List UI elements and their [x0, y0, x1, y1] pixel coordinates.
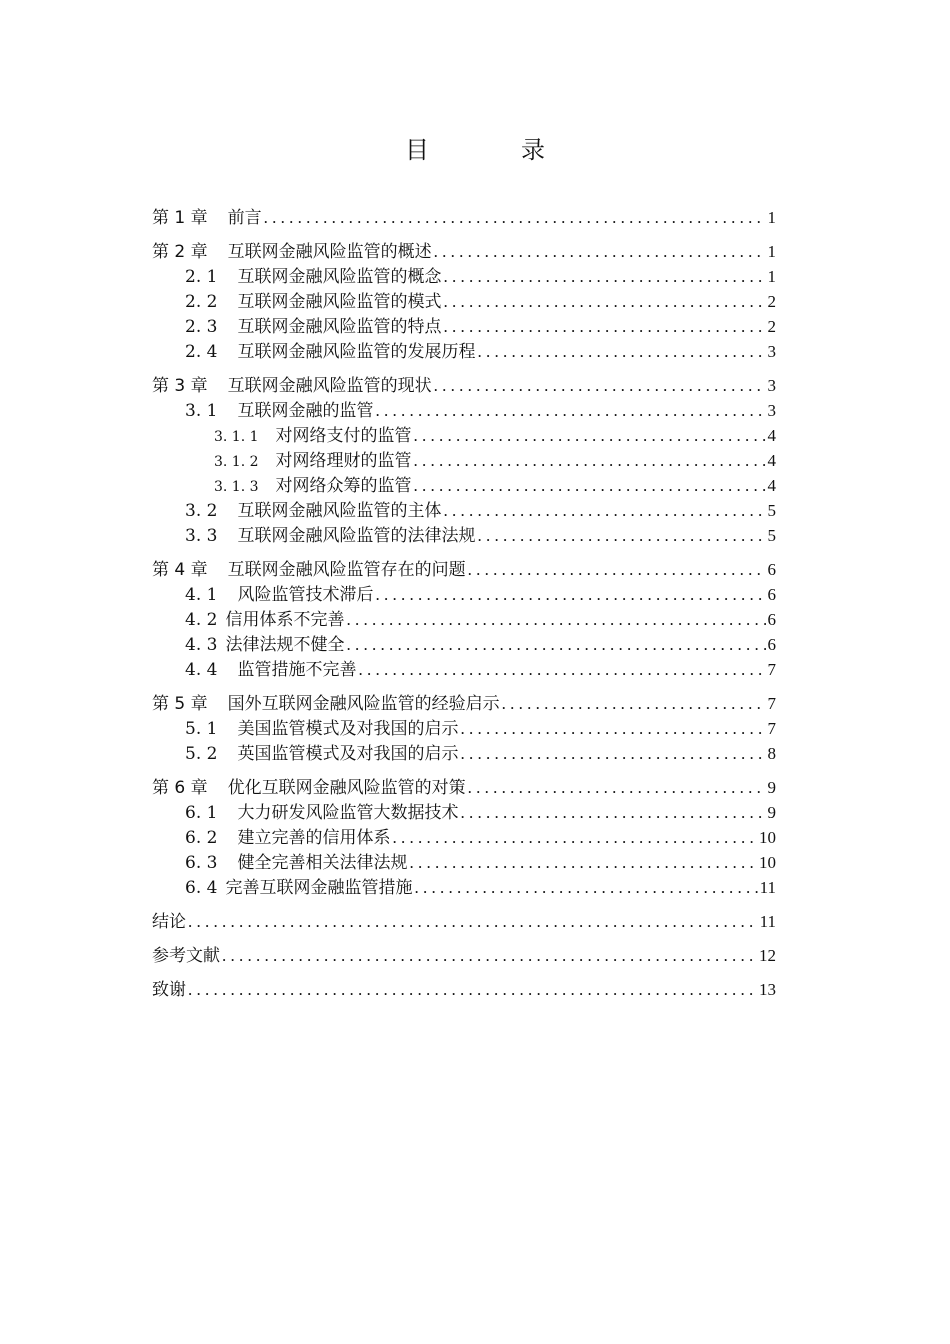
toc-entry-title: 信用体系不完善	[225, 610, 345, 630]
toc-dot-leader	[443, 314, 765, 339]
toc-entry-page-number: 8	[767, 744, 776, 763]
toc-dot-leader	[414, 875, 757, 900]
toc-entry-page-number: 3	[767, 342, 776, 361]
toc-entry-number: 3. 2	[185, 501, 218, 521]
toc-entry-page-number: 3	[767, 401, 776, 420]
toc-entry-page-number: 5	[767, 526, 776, 545]
toc-entry-number: 4. 4	[185, 660, 218, 680]
toc-dot-leader	[477, 339, 765, 364]
toc-entry-number: 第 4 章	[152, 560, 208, 580]
toc-dot-leader	[460, 716, 765, 741]
toc-entry-title: 前言	[227, 208, 262, 228]
toc-entry-page-number: 6	[767, 560, 776, 579]
toc-entry[interactable]	[152, 825, 776, 850]
toc-entry-page-number: 5	[767, 501, 776, 520]
toc-entry-page-number: 1	[767, 208, 776, 227]
toc-entry-number: 3. 3	[185, 526, 218, 546]
toc-entry-number: 5. 1	[185, 719, 218, 739]
toc-entry-title: 互联网金融风险监管的概述	[227, 242, 432, 262]
toc-entry-number: 2. 1	[185, 267, 218, 287]
toc-entry[interactable]	[152, 775, 776, 800]
toc-entry-page-number: 6	[767, 635, 776, 654]
toc-entry[interactable]	[152, 205, 776, 230]
toc-entry-title: 参考文献	[152, 946, 220, 966]
toc-title: 目 录	[405, 136, 579, 164]
toc-entry-number: 4. 2	[185, 610, 218, 630]
toc-entry-number: 6. 4	[185, 878, 218, 898]
toc-entry-title: 互联网金融风险监管的法律法规	[237, 526, 476, 546]
toc-entry-title: 法律法规不健全	[225, 635, 345, 655]
toc-entry-page-number: 6	[767, 610, 776, 629]
toc-dot-leader	[443, 289, 765, 314]
toc-entry-title: 英国监管模式及对我国的启示	[237, 744, 459, 764]
toc-entry-title: 美国监管模式及对我国的启示	[237, 719, 459, 739]
toc-entry[interactable]	[152, 977, 776, 1002]
toc-dot-leader	[468, 557, 766, 582]
toc-entry-number: 第 6 章	[152, 778, 208, 798]
toc-entry-page-number: 7	[767, 660, 776, 679]
table-of-contents	[152, 205, 776, 1002]
toc-entry[interactable]	[152, 373, 776, 398]
toc-dot-leader	[264, 205, 766, 230]
toc-entry-title: 结论	[152, 912, 186, 932]
toc-entry[interactable]	[152, 741, 776, 766]
toc-dot-leader	[188, 977, 757, 1002]
toc-entry-title: 对网络理财的监管	[275, 451, 412, 471]
toc-entry-page-number: 4	[767, 476, 776, 495]
toc-entry-number: 4. 3	[185, 635, 218, 655]
toc-entry[interactable]	[152, 423, 776, 448]
toc-entry-page-number: 9	[767, 778, 776, 797]
toc-entry-number: 6. 2	[185, 828, 218, 848]
toc-dot-leader	[392, 825, 757, 850]
toc-entry-page-number: 10	[759, 828, 776, 847]
toc-entry-number: 3. 1. 2	[214, 454, 259, 470]
toc-dot-leader	[502, 691, 766, 716]
toc-entry[interactable]	[152, 632, 776, 657]
toc-entry-number: 5. 2	[185, 744, 218, 764]
toc-entry-number: 第 1 章	[152, 208, 208, 228]
toc-entry-number: 4. 1	[185, 585, 218, 605]
toc-entry-title: 风险监管技术滞后	[237, 585, 374, 605]
toc-entry-page-number: 11	[759, 912, 776, 931]
toc-dot-leader	[414, 473, 766, 498]
toc-entry-number: 第 2 章	[152, 242, 208, 262]
toc-entry-title: 互联网金融风险监管的发展历程	[237, 342, 476, 362]
toc-dot-leader	[346, 607, 765, 632]
toc-entry[interactable]	[152, 314, 776, 339]
toc-entry-title: 优化互联网金融风险监管的对策	[227, 778, 466, 798]
toc-dot-leader	[188, 909, 758, 934]
toc-entry-page-number: 1	[767, 267, 776, 286]
toc-entry[interactable]	[152, 943, 776, 968]
toc-entry-page-number: 12	[759, 946, 776, 965]
toc-entry-page-number: 9	[767, 803, 776, 822]
toc-entry[interactable]	[152, 523, 776, 548]
toc-entry-title: 建立完善的信用体系	[237, 828, 391, 848]
toc-dot-leader	[222, 943, 757, 968]
toc-entry-title: 大力研发风险监管大数据技术	[237, 803, 459, 823]
toc-entry[interactable]	[152, 850, 776, 875]
toc-entry-title: 互联网金融风险监管存在的问题	[227, 560, 466, 580]
toc-entry-page-number: 11	[759, 878, 776, 897]
toc-entry-title: 互联网金融风险监管的特点	[237, 317, 442, 337]
toc-entry-title: 致谢	[152, 980, 186, 1000]
toc-entry[interactable]	[152, 875, 776, 900]
toc-entry-page-number: 1	[767, 242, 776, 261]
toc-dot-leader	[414, 448, 766, 473]
toc-entry[interactable]	[152, 498, 776, 523]
toc-entry-page-number: 6	[767, 585, 776, 604]
toc-entry-number: 3. 1	[185, 401, 218, 421]
toc-dot-leader	[443, 498, 765, 523]
toc-entry-number: 2. 2	[185, 292, 218, 312]
toc-dot-leader	[477, 523, 765, 548]
toc-dot-leader	[375, 582, 765, 607]
toc-entry-title: 互联网金融风险监管的现状	[227, 376, 432, 396]
toc-entry-title: 国外互联网金融风险监管的经验启示	[227, 694, 500, 714]
toc-entry[interactable]	[152, 800, 776, 825]
toc-entry-title: 互联网金融的监管	[237, 401, 374, 421]
toc-entry-number: 6. 1	[185, 803, 218, 823]
toc-dot-leader	[468, 775, 766, 800]
toc-entry-page-number: 4	[767, 451, 776, 470]
toc-entry-page-number: 7	[767, 694, 776, 713]
toc-entry[interactable]	[152, 473, 776, 498]
toc-entry-number: 3. 1. 1	[214, 429, 259, 445]
toc-entry-title: 对网络众筹的监管	[275, 476, 412, 496]
toc-entry-number: 3. 1. 3	[214, 479, 259, 495]
toc-dot-leader	[358, 657, 765, 682]
toc-dot-leader	[414, 423, 766, 448]
toc-entry-title: 完善互联网金融监管措施	[225, 878, 413, 898]
toc-entry[interactable]	[152, 339, 776, 364]
toc-entry-number: 第 3 章	[152, 376, 208, 396]
toc-entry-title: 互联网金融风险监管的模式	[237, 292, 442, 312]
toc-entry-page-number: 3	[767, 376, 776, 395]
toc-entry-title: 互联网金融风险监管的主体	[237, 501, 442, 521]
toc-entry[interactable]	[152, 607, 776, 632]
toc-entry-title: 对网络支付的监管	[275, 426, 412, 446]
toc-entry[interactable]	[152, 909, 776, 934]
toc-entry-number: 2. 3	[185, 317, 218, 337]
toc-entry[interactable]	[152, 691, 776, 716]
toc-entry-title: 互联网金融风险监管的概念	[237, 267, 442, 287]
toc-dot-leader	[443, 264, 765, 289]
toc-dot-leader	[460, 800, 765, 825]
toc-entry-number: 2. 4	[185, 342, 218, 362]
toc-entry-title: 健全完善相关法律法规	[237, 853, 408, 873]
toc-entry[interactable]	[152, 398, 776, 423]
toc-entry[interactable]	[152, 289, 776, 314]
toc-dot-leader	[346, 632, 765, 657]
toc-dot-leader	[460, 741, 765, 766]
toc-entry-title: 监管措施不完善	[237, 660, 357, 680]
toc-entry[interactable]	[152, 264, 776, 289]
toc-entry-page-number: 2	[767, 292, 776, 311]
toc-entry-page-number: 10	[759, 853, 776, 872]
toc-entry[interactable]	[152, 557, 776, 582]
toc-entry-page-number: 4	[767, 426, 776, 445]
toc-entry[interactable]	[152, 716, 776, 741]
toc-entry[interactable]	[152, 582, 776, 607]
toc-dot-leader	[409, 850, 757, 875]
toc-entry[interactable]	[152, 239, 776, 264]
toc-entry-number: 第 5 章	[152, 694, 208, 714]
toc-dot-leader	[434, 373, 766, 398]
toc-entry[interactable]	[152, 657, 776, 682]
toc-entry-page-number: 13	[759, 980, 776, 999]
toc-entry-number: 6. 3	[185, 853, 218, 873]
toc-entry[interactable]	[152, 448, 776, 473]
toc-dot-leader	[434, 239, 766, 264]
toc-dot-leader	[375, 398, 765, 423]
toc-entry-page-number: 2	[767, 317, 776, 336]
toc-entry-page-number: 7	[767, 719, 776, 738]
